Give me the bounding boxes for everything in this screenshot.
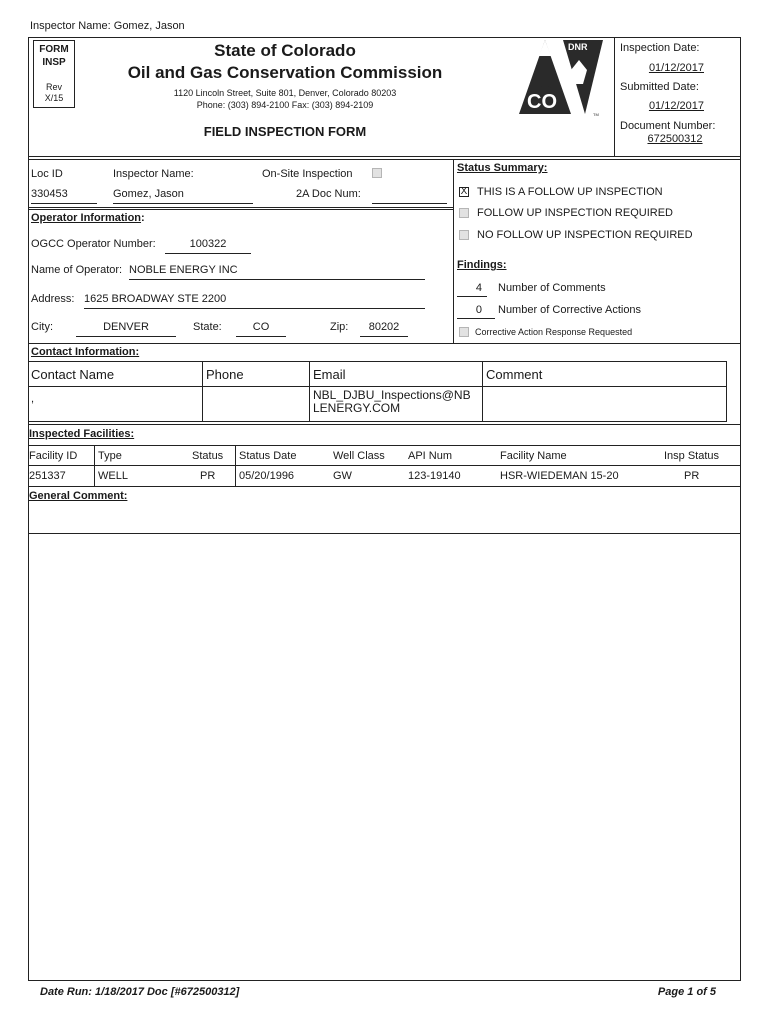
logo-dnr-text: DNR bbox=[568, 42, 588, 52]
logo-tm-text: TM bbox=[593, 112, 599, 117]
top-inspector-name: Inspector Name: Gomez, Jason bbox=[30, 20, 185, 32]
facilities-col-divider-2 bbox=[235, 445, 236, 486]
contact-top-rule bbox=[28, 343, 741, 344]
doc-2a-field[interactable] bbox=[372, 203, 447, 204]
footer-date-run: Date Run: 1/18/2017 Doc [#672500312] bbox=[40, 986, 240, 998]
facilities-col-divider-1 bbox=[94, 445, 95, 486]
findings-heading: Findings: bbox=[457, 259, 507, 271]
operator-info-heading-text: Operator Information bbox=[31, 212, 142, 224]
header-bottom-rule bbox=[28, 156, 741, 157]
comments-count-label: Number of Comments bbox=[498, 282, 606, 294]
contact-email-line-1: NBL_DJBU_Inspections@NB bbox=[313, 388, 471, 402]
inspection-date-label: Inspection Date: bbox=[620, 42, 700, 54]
contact-col-divider-1 bbox=[202, 361, 203, 422]
facility-status-cell: PR bbox=[200, 470, 216, 482]
facility-api-num-cell: 123-19140 bbox=[408, 470, 461, 482]
city-label: City: bbox=[31, 321, 53, 333]
general-comment-heading: General Comment: bbox=[29, 490, 128, 502]
state-title: State of Colorado bbox=[214, 41, 356, 60]
facilities-header-top-rule bbox=[28, 445, 741, 446]
state-value: CO bbox=[236, 321, 286, 337]
follow-up-inspection-checkbox[interactable]: X bbox=[460, 186, 468, 197]
document-number-label: Document Number: bbox=[620, 120, 716, 132]
status-column-divider bbox=[453, 159, 454, 343]
rev-label: Rev bbox=[45, 82, 62, 92]
corrective-response-label: Corrective Action Response Requested bbox=[475, 327, 633, 337]
comments-count: 4 bbox=[457, 282, 487, 297]
follow-up-required-checkbox[interactable] bbox=[459, 208, 469, 218]
header-address: 1120 Lincoln Street, Suite 801, Denver, Colorado 80203 bbox=[173, 88, 397, 98]
rev-value: X/15 bbox=[44, 93, 64, 103]
facility-well-class-header: Well Class bbox=[333, 450, 385, 462]
contact-name-cell: , bbox=[31, 393, 35, 405]
facilities-row-bottom-rule bbox=[28, 486, 741, 487]
loc-id-label: Loc ID bbox=[31, 168, 63, 180]
inspector-name-label: Inspector Name: bbox=[113, 168, 194, 180]
onsite-inspection-label: On-Site Inspection bbox=[262, 168, 353, 180]
commission-title: Oil and Gas Conservation Commission bbox=[127, 63, 443, 82]
operator-top-rule-2 bbox=[28, 209, 453, 210]
corrective-actions-count: 0 bbox=[457, 304, 495, 319]
operator-info-heading: Operator Information: bbox=[31, 212, 145, 224]
operator-number-value: 100322 bbox=[165, 238, 251, 254]
contact-comment-header: Comment bbox=[486, 367, 543, 382]
logo-snowcap-left bbox=[539, 40, 551, 56]
inspector-name-value: Gomez, Jason bbox=[113, 188, 253, 204]
facility-status-date-header: Status Date bbox=[239, 450, 297, 462]
contact-col-divider-2 bbox=[309, 361, 310, 422]
inspection-date-value: 01/12/2017 bbox=[648, 62, 704, 74]
operator-number-label: OGCC Operator Number: bbox=[31, 238, 156, 250]
insp-label: INSP bbox=[42, 57, 66, 68]
zip-label: Zip: bbox=[330, 321, 349, 333]
corrective-actions-label: Number of Corrective Actions bbox=[498, 304, 642, 316]
operator-name-label: Name of Operator: bbox=[31, 264, 123, 276]
contact-col-divider-3 bbox=[482, 361, 483, 422]
dnr-co-logo bbox=[505, 38, 605, 118]
form-title: FIELD INSPECTION FORM bbox=[203, 124, 367, 139]
zip-value: 80202 bbox=[360, 321, 408, 337]
facility-type-header: Type bbox=[98, 450, 122, 462]
no-follow-up-required-label: NO FOLLOW UP INSPECTION REQUIRED bbox=[477, 229, 693, 241]
contact-email-header: Email bbox=[313, 367, 346, 382]
facilities-heading: Inspected Facilities: bbox=[29, 428, 135, 440]
contact-name-header: Contact Name bbox=[31, 367, 115, 382]
no-follow-up-required-checkbox[interactable] bbox=[459, 230, 469, 240]
facility-type-cell: WELL bbox=[98, 470, 128, 482]
facility-well-class-cell: GW bbox=[333, 470, 352, 482]
submitted-date-value: 01/12/2017 bbox=[648, 100, 704, 112]
header-phone: Phone: (303) 894-2100 Fax: (303) 894-2109 bbox=[196, 100, 374, 110]
facilities-header-bottom-rule bbox=[28, 465, 741, 466]
onsite-inspection-checkbox[interactable] bbox=[372, 168, 382, 178]
dates-box-divider bbox=[614, 37, 615, 157]
facility-api-num-header: API Num bbox=[408, 450, 453, 462]
operator-address-value: 1625 BROADWAY STE 2200 bbox=[84, 293, 425, 309]
operator-name-value: NOBLE ENERGY INC bbox=[129, 264, 425, 280]
doc-2a-label: 2A Doc Num: bbox=[296, 188, 361, 200]
contact-header-rule bbox=[28, 386, 727, 387]
logo-co-text: CO bbox=[527, 91, 557, 113]
document-number-value: 672500312 bbox=[647, 133, 703, 145]
facility-status-header: Status bbox=[192, 450, 224, 462]
loc-id-value: 330453 bbox=[31, 188, 97, 204]
corrective-response-checkbox[interactable] bbox=[459, 327, 469, 337]
follow-up-inspection-label: THIS IS A FOLLOW UP INSPECTION bbox=[477, 186, 663, 198]
footer-page-number: Page 1 of 5 bbox=[657, 986, 716, 998]
facility-status-date-cell: 05/20/1996 bbox=[239, 470, 295, 482]
general-comment-bottom-rule bbox=[28, 533, 741, 534]
form-label: FORM bbox=[39, 44, 69, 55]
submitted-date-label: Submitted Date: bbox=[620, 81, 699, 93]
operator-top-rule bbox=[28, 207, 453, 208]
facility-insp-status-cell: PR bbox=[684, 470, 700, 482]
state-label: State: bbox=[193, 321, 222, 333]
facility-name-cell: HSR-WIEDEMAN 15-20 bbox=[500, 470, 619, 482]
contact-phone-header: Phone bbox=[206, 367, 244, 382]
facilities-top-rule bbox=[28, 424, 741, 425]
contact-info-heading: Contact Information: bbox=[31, 346, 140, 358]
status-summary-heading: Status Summary: bbox=[457, 162, 548, 174]
facility-insp-status-header: Insp Status bbox=[664, 450, 720, 462]
facility-id-header: Facility ID bbox=[29, 450, 78, 462]
operator-address-label: Address: bbox=[31, 293, 75, 305]
header-bottom-rule-2 bbox=[28, 159, 741, 160]
city-value: DENVER bbox=[76, 321, 176, 337]
contact-email-line-2: LENERGY.COM bbox=[313, 401, 401, 415]
facility-name-header: Facility Name bbox=[500, 450, 567, 462]
facility-id-cell: 251337 bbox=[29, 470, 66, 482]
follow-up-required-label: FOLLOW UP INSPECTION REQUIRED bbox=[477, 207, 673, 219]
